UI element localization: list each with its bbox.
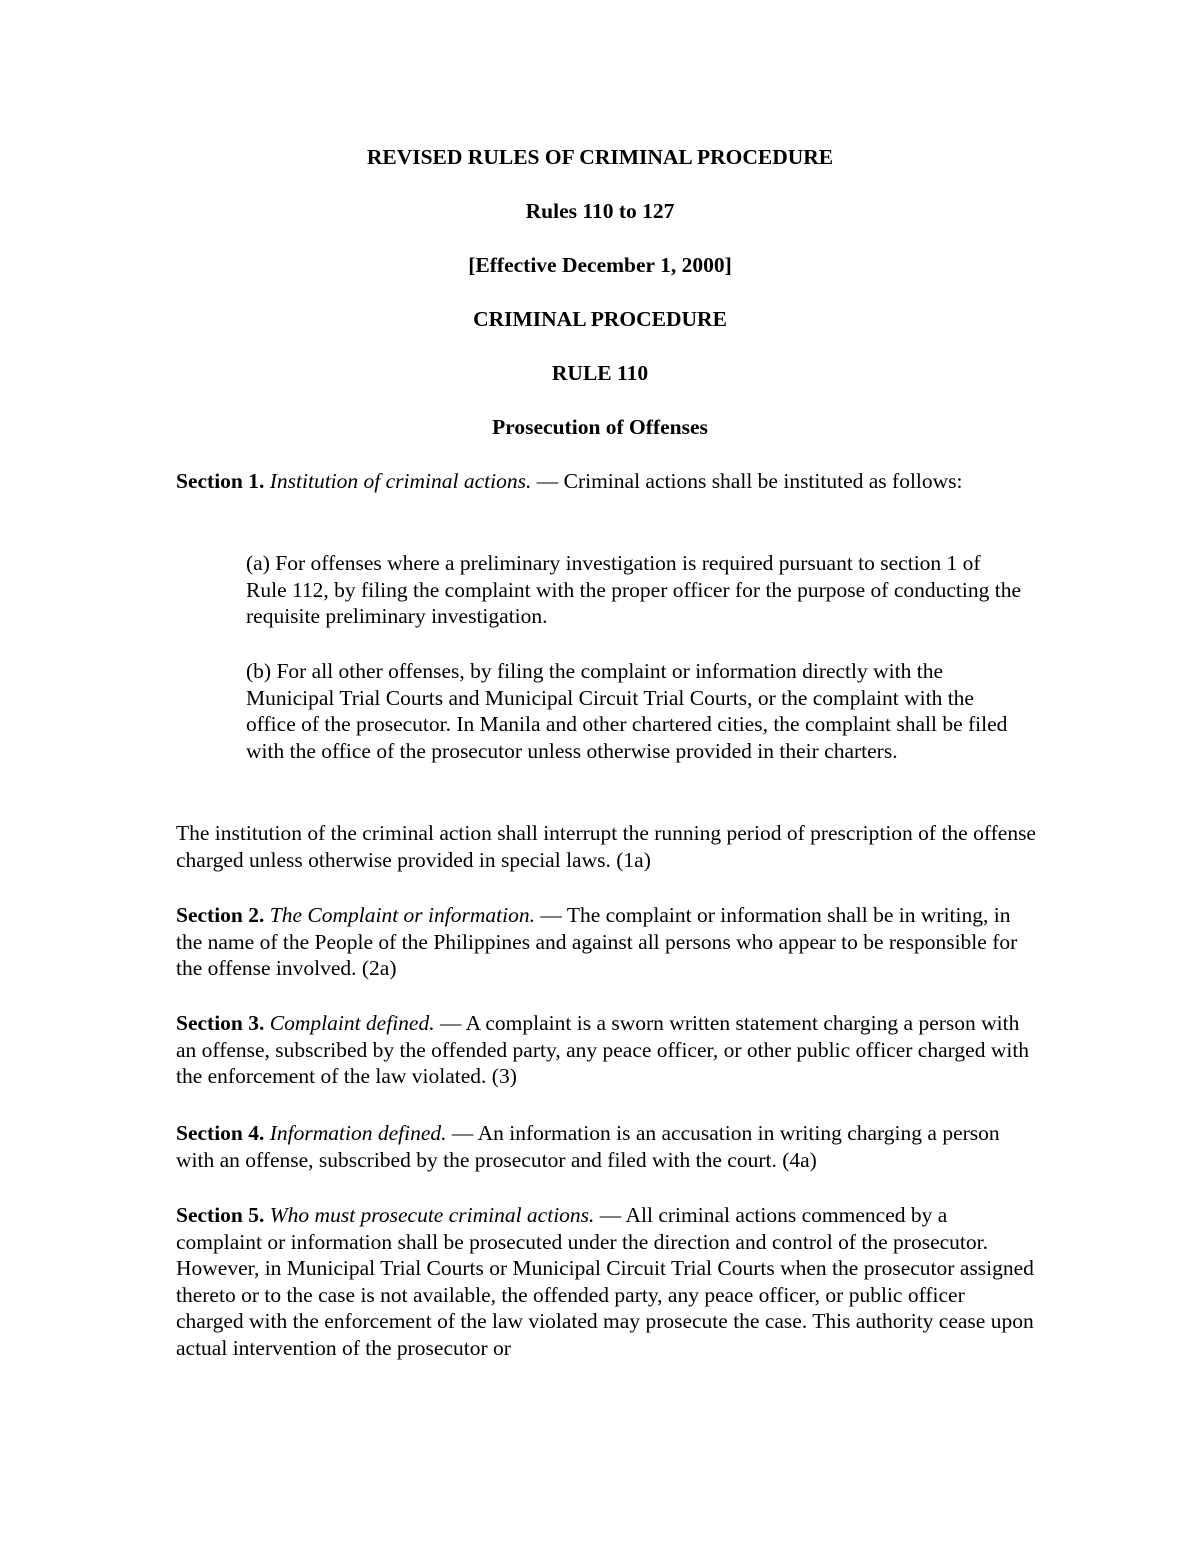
section-1-closing: The institution of the criminal action shall interrupt the running period of prescription of the offense charged unless otherwise provided in special laws. (1a) [176, 821, 1036, 872]
section-1-title: Institution of criminal actions. [269, 469, 532, 493]
section-1-label: Section 1. [176, 469, 265, 493]
section-1-text: — Criminal actions shall be instituted as follows: [531, 469, 963, 493]
section-2-paragraph [176, 902, 1036, 982]
section-4-label: Section 4. [176, 1121, 265, 1145]
part-title: CRIMINAL PROCEDURE [473, 307, 727, 331]
section-3-paragraph [176, 1010, 1036, 1090]
section-5-label: Section 5. [176, 1203, 265, 1227]
section-3-title: Complaint defined. [269, 1011, 435, 1035]
effective-date: [Effective December 1, 2000] [468, 253, 732, 277]
section-5-text: — All criminal actions commenced by a complaint or information shall be prosecuted under the direction and control of the prosecutor. However, in Municipal Trial Courts or Municipal Circuit Trial Courts when the prosecutor assigned thereto or to the case is not available, the offended party, any peace officer, or public officer charged with the enforcement of the law violated may prosecute the case. This authority cease upon actual intervention of the prosecutor or [176, 1203, 1034, 1360]
section-5-title: Who must prosecute criminal actions. [269, 1203, 595, 1227]
section-2-title: The Complaint or information. [269, 903, 535, 927]
section-4-paragraph [176, 1120, 1036, 1173]
section-3-text: — A complaint is a sworn written statement charging a person with an offense, subscribed by the offended party, any peace officer, or other public officer charged with the enforcement of the law violated. (3) [176, 1011, 1030, 1088]
rule-number: RULE 110 [551, 361, 649, 385]
section-2-text: — The complaint or information shall be in writing, in the name of the People of the Philippines and against all persons who appear to be responsible for the offense involved. (2a) [176, 903, 1018, 980]
section-2-label: Section 2. [176, 903, 265, 927]
section-1-item-a: (a) For offenses where a preliminary investigation is required pursuant to section 1 of Rule 112, by filing the complaint with the proper officer for the purpose of conducting the requisite preliminary investigation. [246, 551, 1021, 628]
rule-title: Prosecution of Offenses [492, 415, 708, 439]
rules-range: Rules 110 to 127 [525, 199, 675, 223]
section-3-label: Section 3. [176, 1011, 265, 1035]
section-4-text: — An information is an accusation in writing charging a person with an offense, subscribed by the prosecutor and filed with the court. (4a) [176, 1121, 1000, 1172]
document-title: REVISED RULES OF CRIMINAL PROCEDURE [366, 145, 834, 169]
section-1-item-b: (b) For all other offenses, by filing the complaint or information directly with the Municipal Trial Courts and Municipal Circuit Trial Courts, or the complaint with the office of the prosecutor. In Manila and other chartered cities, the complaint shall be filed with the office of the prosecutor unless otherwise provided in their charters. [246, 659, 1008, 763]
section-4-title: Information defined. [269, 1121, 447, 1145]
section-5-paragraph [176, 1202, 1036, 1361]
section-1-paragraph [176, 468, 1036, 495]
